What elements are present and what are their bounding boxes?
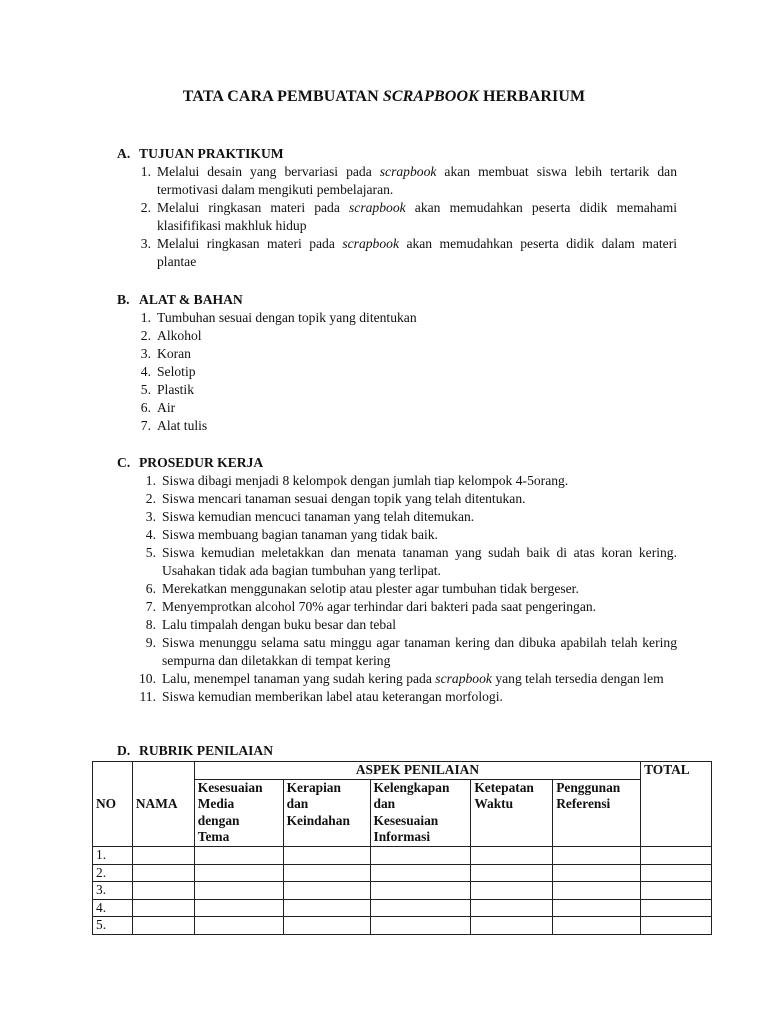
table-cell: [370, 846, 471, 864]
list-item: [117, 363, 677, 381]
item-text: Melalui desain yang bervariasi pada scrapbook akan membuat siswa lebih tertarik dan termotivasi dalam mengikuti pembelajaran.: [157, 164, 677, 197]
header-aspect: Kerapian dan Keindahan: [283, 779, 370, 846]
table-cell: [553, 846, 641, 864]
item-number: 10.: [139, 671, 156, 686]
table-cell: [283, 917, 370, 935]
list-item: [117, 417, 677, 435]
section-heading: A. TUJUAN PRAKTIKUM: [117, 146, 284, 161]
item-number: 2.: [140, 328, 151, 343]
header-aspect: Kesesuaian Media dengan Tema: [194, 779, 283, 846]
list-item: [117, 688, 677, 706]
item-text: Melalui ringkasan materi pada scrapbook akan memudahkan peserta didik dalam materi plantae: [157, 236, 677, 269]
list-item: [117, 309, 677, 327]
item-text: Plastik: [157, 382, 195, 397]
table-cell: [471, 917, 553, 935]
section-alat-bahan: [117, 291, 677, 435]
table-cell: [194, 899, 283, 917]
item-text: Melalui ringkasan materi pada scrapbook akan memudahkan peserta didik memahami klasififikasi makhluk hidup: [157, 200, 678, 233]
item-text: Alkohol: [157, 328, 202, 343]
table-cell: [194, 846, 283, 864]
item-text: Tumbuhan sesuai dengan topik yang ditentukan: [157, 310, 417, 325]
list-item: [117, 508, 677, 526]
list-item: [117, 235, 677, 271]
table-cell: [641, 846, 712, 864]
header-aspek-penilaian: ASPEK PENILAIAN: [194, 762, 640, 780]
table-cell: [132, 864, 194, 882]
table-cell: [194, 917, 283, 935]
header-aspect: Ketepatan Waktu: [471, 779, 553, 846]
table-cell: [471, 882, 553, 900]
list-item: [117, 399, 677, 417]
list-item: [117, 199, 677, 235]
item-text: Selotip: [157, 364, 196, 379]
list-item: [117, 345, 677, 363]
table-row: [93, 899, 712, 917]
table-cell: [471, 846, 553, 864]
table-cell: [641, 899, 712, 917]
item-number: 8.: [145, 617, 156, 632]
item-number: 5.: [140, 382, 151, 397]
list-item: [117, 580, 677, 598]
item-text: Siswa kemudian mencuci tanaman yang telah ditemukan.: [162, 509, 475, 524]
item-text: Siswa mencari tanaman sesuai dengan topik yang telah ditentukan.: [162, 491, 526, 506]
document-title: TATA CARA PEMBUATAN SCRAPBOOK HERBARIUM: [182, 88, 586, 105]
item-number: 3.: [140, 236, 151, 251]
table-row: [93, 864, 712, 882]
table-cell: [553, 864, 641, 882]
table-cell: [553, 882, 641, 900]
item-text: Siswa menunggu selama satu minggu agar tanaman kering dan dibuka apabilah telah kering sempurna dan diletakkan di tempat kering: [162, 635, 677, 668]
item-text: Lalu, menempel tanaman yang sudah kering pada scrapbook yang telah tersedia dengan lem: [162, 671, 664, 686]
item-number: 7.: [140, 418, 151, 433]
item-number: 3.: [140, 346, 151, 361]
table-cell: [641, 864, 712, 882]
item-text: Siswa kemudian memberikan label atau keterangan morfologi.: [162, 689, 503, 704]
table-cell: [471, 864, 553, 882]
item-number: 4.: [140, 364, 151, 379]
item-number: 7.: [145, 599, 156, 614]
section-prosedur-kerja: [117, 454, 677, 706]
item-number: 6.: [140, 400, 151, 415]
item-number: 2.: [140, 200, 151, 215]
table-cell: [132, 846, 194, 864]
list-item: [117, 616, 677, 634]
item-number: 11.: [139, 689, 156, 704]
item-number: 3.: [145, 509, 156, 524]
table-row: [93, 917, 712, 935]
row-number: 5.: [93, 917, 133, 935]
item-number: 4.: [145, 527, 156, 542]
section-heading: D. RUBRIK PENILAIAN: [117, 743, 274, 758]
table-cell: [194, 864, 283, 882]
row-number: 1.: [93, 846, 133, 864]
list-item: [117, 163, 677, 199]
section-heading: B. ALAT & BAHAN: [117, 292, 243, 307]
table-cell: [370, 899, 471, 917]
row-number: 4.: [93, 899, 133, 917]
table-cell: [132, 882, 194, 900]
header-aspect: Kelengkapan dan Kesesuaian Informasi: [370, 779, 471, 846]
table-row: [93, 882, 712, 900]
item-number: 1.: [140, 310, 151, 325]
table-cell: [283, 846, 370, 864]
table-cell: [471, 899, 553, 917]
item-number: 6.: [145, 581, 156, 596]
tujuan-list: [117, 163, 677, 271]
section-tujuan-praktikum: [117, 145, 677, 271]
list-item: [117, 472, 677, 490]
item-number: 5.: [145, 545, 156, 560]
item-text: Merekatkan menggunakan selotip atau plester agar tumbuhan tidak bergeser.: [162, 581, 579, 596]
table-cell: [370, 917, 471, 935]
item-number: 1.: [140, 164, 151, 179]
item-number: 9.: [145, 635, 156, 650]
section-heading: C. PROSEDUR KERJA: [117, 455, 264, 470]
table-cell: [553, 899, 641, 917]
prosedur-list: [117, 472, 677, 706]
table-row: [93, 846, 712, 864]
list-item: [117, 490, 677, 508]
table-cell: [553, 917, 641, 935]
table-cell: [641, 882, 712, 900]
item-number: 1.: [145, 473, 156, 488]
section-rubrik-penilaian: [117, 742, 677, 760]
header-total: TOTAL: [641, 762, 712, 847]
header-nama: NAMA: [132, 762, 194, 847]
list-item: [117, 598, 677, 616]
item-text: Alat tulis: [157, 418, 208, 433]
table-cell: [370, 864, 471, 882]
item-text: Air: [157, 400, 176, 415]
item-text: Menyemprotkan alcohol 70% agar terhindar dari bakteri pada saat pengeringan.: [162, 599, 597, 614]
list-item: [117, 526, 677, 544]
row-number: 2.: [93, 864, 133, 882]
header-aspect: Penggunan Referensi: [553, 779, 641, 846]
table-cell: [641, 917, 712, 935]
item-text: Koran: [157, 346, 191, 361]
list-item: [117, 544, 677, 580]
table-cell: [194, 882, 283, 900]
header-no: NO: [93, 762, 133, 847]
alat-bahan-list: [117, 309, 677, 435]
item-text: Lalu timpalah dengan buku besar dan tebal: [162, 617, 397, 632]
item-text: Siswa kemudian meletakkan dan menata tanaman yang sudah baik di atas koran kering. Usahakan tidak ada bagian tumbuhan yang terlipat.: [162, 545, 677, 578]
list-item: [117, 381, 677, 399]
item-number: 2.: [145, 491, 156, 506]
table-cell: [283, 882, 370, 900]
table-cell: [370, 882, 471, 900]
table-cell: [132, 917, 194, 935]
item-text: Siswa dibagi menjadi 8 kelompok dengan jumlah tiap kelompok 4-5orang.: [162, 473, 569, 488]
table-cell: [283, 899, 370, 917]
list-item: [117, 670, 677, 688]
table-cell: [283, 864, 370, 882]
list-item: [117, 327, 677, 345]
list-item: [117, 634, 677, 670]
table-cell: [132, 899, 194, 917]
rubrik-table: [92, 761, 712, 935]
row-number: 3.: [93, 882, 133, 900]
item-text: Siswa membuang bagian tanaman yang tidak baik.: [162, 527, 438, 542]
